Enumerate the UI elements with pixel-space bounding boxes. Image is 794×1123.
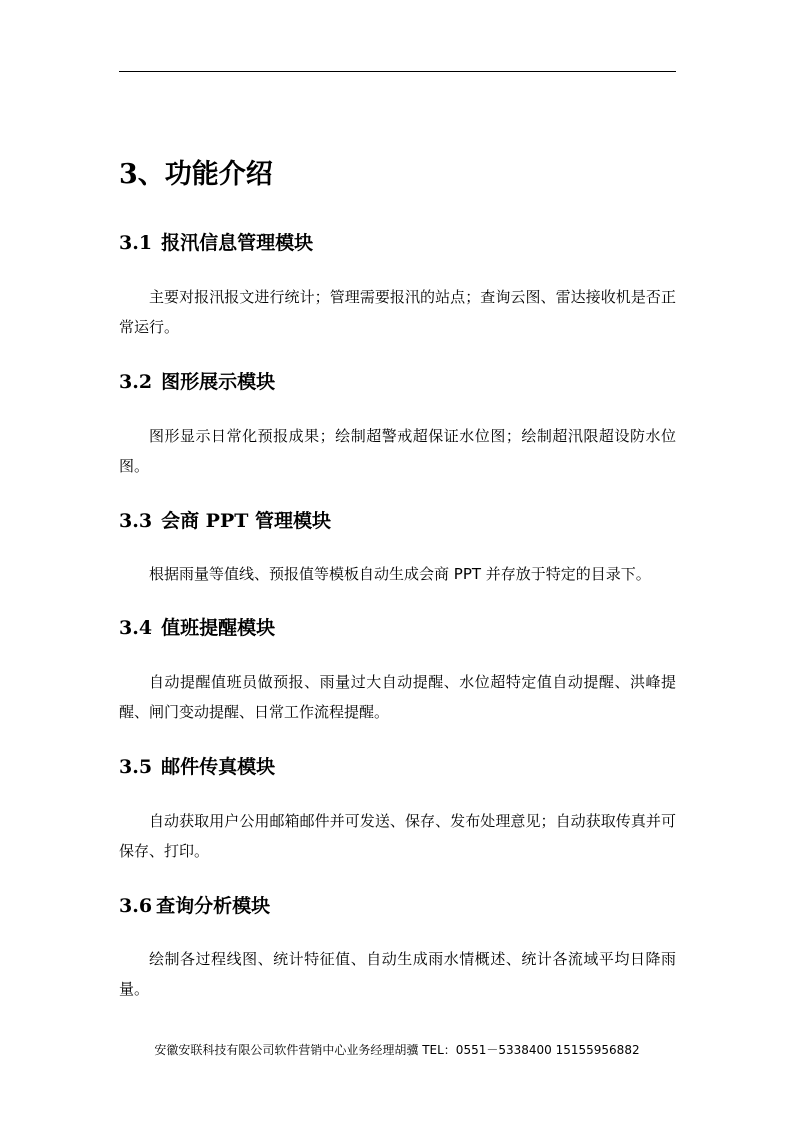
section-title: 邮件传真模块	[161, 756, 276, 778]
section-body-3-5: 自动获取用户公用邮箱邮件并可发送、保存、发布处理意见；自动获取传真并可保存、打印。	[119, 812, 676, 860]
section-number: 3.1	[119, 232, 153, 254]
section-number: 3.6	[119, 895, 153, 917]
section-number: 3.3	[119, 510, 153, 532]
section-heading-3-3	[119, 507, 331, 535]
page-footer: 安徽安联科技有限公司软件营销中心业务经理胡骥 TEL：0551－5338400 15155956882	[154, 1043, 640, 1057]
section-title: 查询分析模块	[156, 895, 271, 917]
section-body-3-4: 自动提醒值班员做预报、雨量过大自动提醒、水位超特定值自动提醒、洪峰提醒、闸门变动提醒、日常工作流程提醒。	[119, 673, 676, 721]
section-body-3-6: 绘制各过程线图、统计特征值、自动生成雨水情概述、统计各流域平均日降雨量。	[119, 950, 676, 998]
section-number: 3.4	[119, 617, 153, 639]
section-heading-3-2	[119, 368, 275, 396]
section-title: 会商 PPT 管理模块	[161, 510, 332, 532]
section-heading-3-5	[119, 753, 275, 781]
section-body-3-2: 图形显示日常化预报成果；绘制超警戒超保证水位图；绘制超汛限超设防水位图。	[119, 427, 676, 475]
section-number: 3.5	[119, 756, 153, 778]
section-heading-3-1	[119, 229, 313, 257]
section-number: 3.2	[119, 371, 153, 393]
header-rule	[119, 71, 676, 72]
section-body-3-1: 主要对报汛报文进行统计；管理需要报汛的站点；查询云图、雷达接收机是否正常运行。	[119, 288, 676, 336]
section-title: 值班提醒模块	[161, 617, 276, 639]
section-title: 报汛信息管理模块	[161, 232, 314, 254]
section-title: 图形展示模块	[161, 371, 276, 393]
page-title: 3、功能介绍	[119, 159, 273, 190]
section-body-3-3: 根据雨量等值线、预报值等模板自动生成会商 PPT 并存放于特定的目录下。	[149, 565, 651, 583]
section-heading-3-6	[119, 892, 270, 920]
section-heading-3-4	[119, 614, 275, 642]
